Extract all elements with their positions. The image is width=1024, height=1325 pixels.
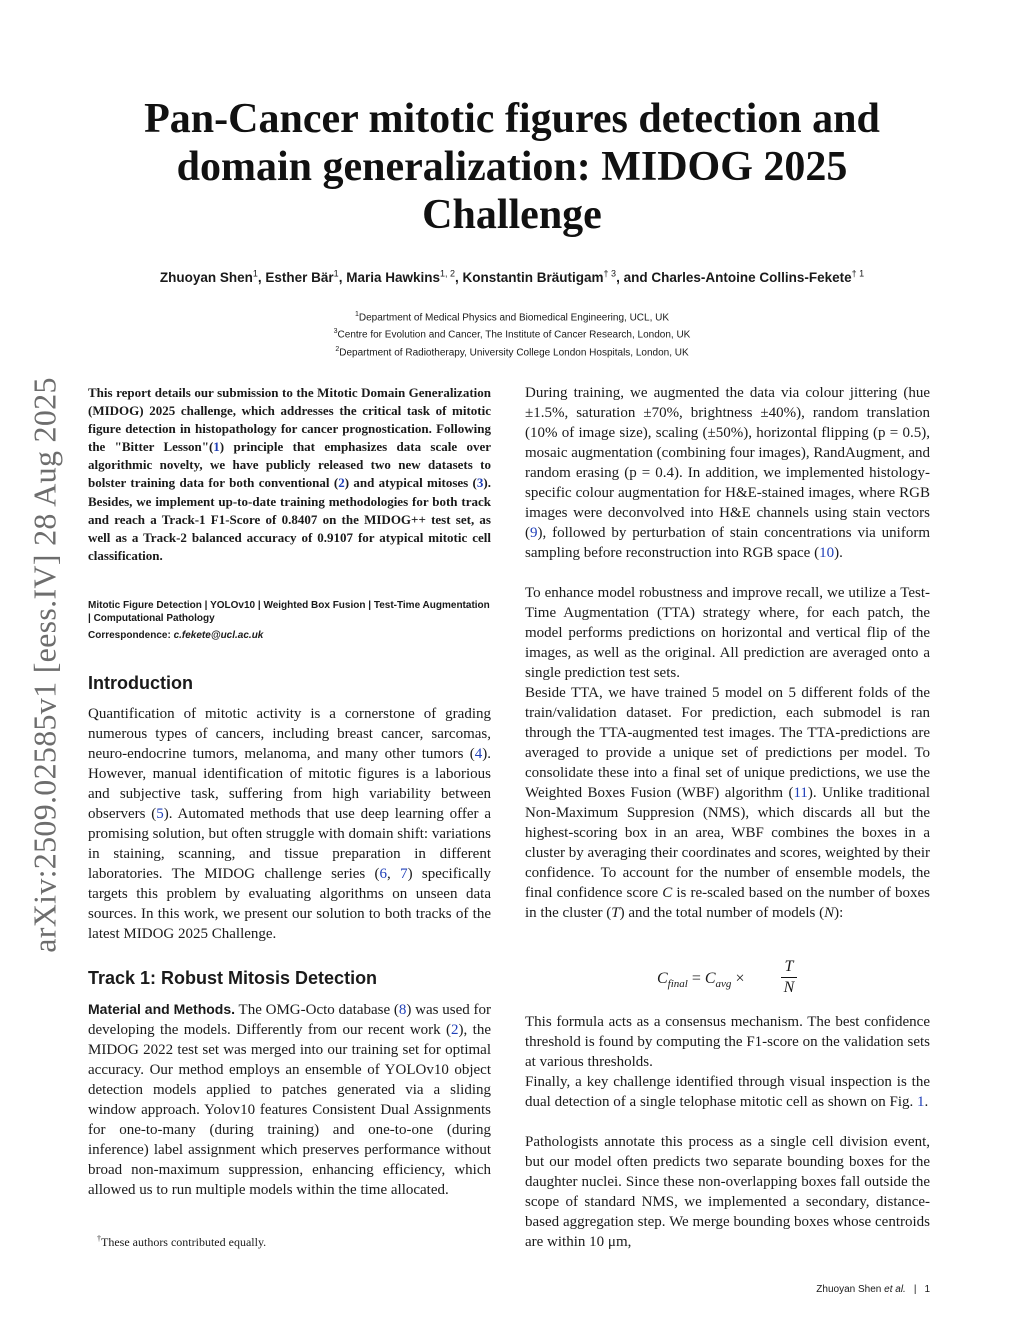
figure-link[interactable]: 1 [917, 1094, 925, 1110]
correspondence: Correspondence: c.fekete@ucl.ac.uk [88, 630, 264, 641]
affiliation: $^2$Department of Radiotherapy, University College London Hospitals, London, UK [335, 345, 689, 358]
author: Konstantin Bräutigam$^{\dagger 3}$, and [462, 268, 652, 285]
footnote: †These authors contributed equally. [97, 1234, 267, 1249]
page-number: 1 [924, 1284, 930, 1295]
affiliation: $^1$Department of Medical Physics and Biomedical Engineering, UCL, UK [354, 311, 670, 324]
author: Charles-Antoine Collins-Fekete$^{\dagger 1}$ [651, 268, 865, 285]
equation-lhs: $C_{final} = C_{avg}$ × [657, 970, 745, 991]
paper-title: Pan-Cancer mitotic figures detection and domain generalization: MIDOG 2025 Challenge [144, 96, 880, 238]
affiliations [180, 308, 844, 360]
ensemble-paragraph: Beside TTA, we have trained 5 model on 5 different folds of the train/validation dataset. For prediction, each submodel is ran through the TTA-augmented test images. The TTA-predictions are averaged to provide a unique set of predictions per model. To consolidate these into a final set of unique predictions, we use the Weighted Boxes Fusion (WBF) algorithm (11). Unlike traditional Non-Maximum Suppresion (NMS), which discards all but the highest-scoring box in an area, WBF combines the boxes in a cluster by averaging their coordinates and scores, weighted by their confidence. To account for the number of ensemble models, the final confidence score C is re-scaled based on the number of boxes in the cluster (T) and the total number of models (N): [525, 685, 931, 921]
augmentation-paragraph: During training, we augmented the data via colour jittering (hue ±1.5%, saturation ±70%, brightness ±40%), random translation (10% of image size), scaling (±50%), horizontal flipping (p = 0.5), mosaic augmentation (combining four images), RandAugment, and random erasing (p = 0.4). In addition, we implemented histology-specific colour augmentation for H&E-stained images, where RGB images were deconvolved into H&E channels using stain vectors (9), followed by perturbation of stain concentrations via uniform sampling before reconstruction into RGB space (10). [525, 385, 930, 561]
citation-link[interactable]: 2 [451, 1022, 459, 1038]
affiliation: $^3$Centre for Evolution and Cancer, The Institute of Cancer Research, London, UK [333, 328, 691, 341]
keywords: Mitotic Figure Detection | YOLOv10 | Weighted Box Fusion | Test-Time Augmentation | Computational Pathology [88, 600, 490, 624]
tta-paragraph: To enhance model robustness and improve recall, we utilize a Test-Time Augmentation (TTA) strategy where, for each patch, the model performs predictions on horizontal and vertical flip of the images, as well as the original. All prediction are averaged onto a single prediction test sets. [525, 585, 930, 681]
author-list [80, 268, 944, 285]
citation-link[interactable]: 4 [474, 746, 483, 762]
introduction-paragraph: Quantification of mitotic activity is a cornerstone of grading numerous types of cancers, including breast cancer, sarcomas, neuro-endocrine tumors, melanoma, and many other tumors (4). However, manual identification of mitotic figures is a laborious and subjective task, suffering from high variability between observers (5). Automated methods that use deep learning offer a promising solution, but often struggle with domain shift: variations in staining, scanning, and tissue preparation in different laboratories. The MIDOG challenge series (6, 7) specifically targets this problem by evaluating algorithms on unseen data sources. In this work, we present our solution to both tracks of the latest MIDOG 2025 Challenge. [88, 706, 492, 942]
citation-link[interactable]: 8 [398, 1002, 407, 1018]
citation-link[interactable]: 9 [530, 525, 538, 541]
citation-link[interactable]: 2 [338, 475, 345, 491]
aggregation-paragraph: Pathologists annotate this process as a single cell division event, but our model often predicts two separate bounding boxes for the daughter nuclei. Since these non-overlapping boxes fall outside the scope of standard NMS, we implemented a secondary, distance-based aggregation step. We merge bounding boxes whose centroids are within 10 μm, [525, 1134, 930, 1250]
author: Esther Bär$^1$, [265, 268, 347, 285]
telophase-paragraph: Finally, a key challenge identified through visual inspection is the dual detection of a single telophase mitotic cell as shown on Fig. 1. [525, 1074, 930, 1110]
consensus-paragraph: This formula acts as a consensus mechanism. The best confidence threshold is found by computing the F1-score on the validation sets at various thresholds. [525, 1014, 930, 1070]
methods-paragraph: Material and Methods. The OMG-Octo database (8) was used for developing the models. Differently from our recent work (2), the MIDOG 2022 test set was merged into our training set for optimal accuracy. Our method employs an ensemble of YOLOv10 object detection models applied to patches generated via a sliding window approach. Yolov10 features Consistent Dual Assignments for one-to-many (during training) and one-to-one (during inference) label assignment which preserves performance without broad non-maximum suppression, enhancing efficiency, which allowed us to run multiple models within the time allocated. [88, 1001, 492, 1198]
email-link[interactable]: c.fekete@ucl.ac.uk [173, 630, 264, 641]
citation-link[interactable]: 1 [213, 439, 220, 455]
citation-link[interactable]: 7 [400, 866, 408, 882]
section-heading-introduction: Introduction [88, 673, 193, 693]
citation-link[interactable]: 5 [156, 806, 164, 822]
citation-link[interactable]: 10 [819, 545, 835, 561]
section-heading-track1: Track 1: Robust Mitosis Detection [88, 968, 378, 988]
page-footer: Zhuoyan Shen et al. | 1 [816, 1284, 930, 1295]
equation-fraction: T N [781, 958, 797, 997]
author: Zhuoyan Shen$^1$, [159, 268, 266, 285]
citation-link[interactable]: 11 [793, 785, 808, 801]
arxiv-id: arXiv:2509.02585v1 [eess.IV] 28 Aug 2025 [26, 377, 63, 953]
citation-link[interactable]: 3 [476, 475, 484, 491]
author: Maria Hawkins$^{1, 2}$, [346, 268, 463, 285]
abstract: This report details our submission to the Mitotic Domain Generalization (MIDOG) 2025 challenge, which addresses the critical task of mitotic figure detection in histopathology for cancer prognostication. Following the "Bitter Lesson"(1) principle that emphasizes data scale over algorithmic novelty, we have publicly released two new datasets to bolster training data for both conventional (2) and atypical mitoses (3). Besides, we implement up-to-date training methodologies for both track and reach a Track-1 F1-Score of 0.8407 on the MIDOG++ test set, as well as a Track-2 balanced accuracy of 0.9107 for atypical mitotic cell classification. [88, 385, 491, 563]
confidence-equation [525, 958, 930, 1000]
citation-link[interactable]: 6 [379, 866, 388, 882]
